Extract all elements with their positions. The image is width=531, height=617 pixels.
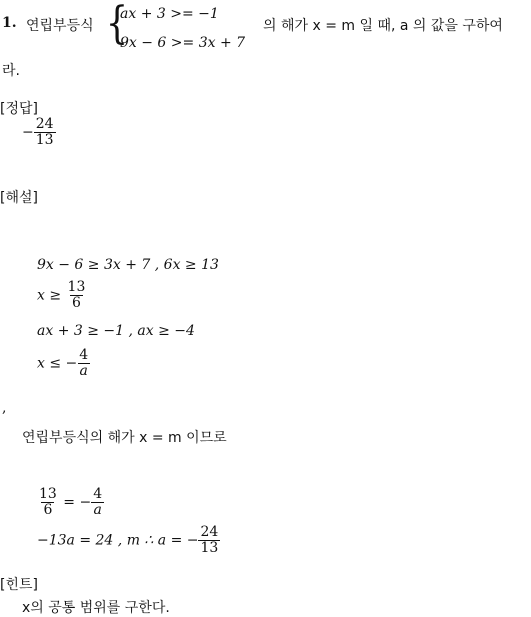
solution-line-5-fraction-left — [37, 487, 59, 518]
solution-line-3: ax + 3 ≥ −1 , ax ≥ −4 — [37, 323, 195, 339]
problem-prefix: 연립부등식 — [26, 18, 94, 34]
solution-line-2-fraction — [66, 280, 88, 311]
hint-label: [힌트] — [0, 577, 38, 593]
solution-line-5 — [37, 487, 104, 518]
answer-fraction — [34, 117, 56, 148]
solution-line-4-num: 4 — [79, 347, 89, 363]
solution-line-5-den-right: a — [93, 502, 102, 518]
solution-line-6-left: −13a = 24 , m ∴ a = − — [37, 532, 199, 549]
solution-line-5-num-right: 4 — [93, 486, 103, 502]
solution-line-6-num: 24 — [200, 524, 219, 540]
hint-text: x의 공통 범위를 구한다. — [22, 600, 170, 616]
problem-wrap: 라. — [2, 63, 20, 79]
system-brace: { — [105, 0, 129, 49]
equation-1: ax + 3 >= −1 — [120, 6, 219, 22]
solution-label: [해설] — [0, 190, 38, 206]
solution-line-6 — [37, 525, 220, 556]
solution-line-4-left: x ≤ − — [37, 355, 78, 372]
solution-text: 연립부등식의 해가 x = m 이므로 — [22, 430, 227, 446]
equation-2: 9x − 6 >= 3x + 7 — [120, 35, 246, 51]
solution-line-4 — [37, 348, 90, 379]
solution-line-5-num-left: 13 — [39, 486, 57, 502]
answer-value — [22, 117, 56, 148]
answer-sign: − — [22, 124, 34, 141]
solution-line-6-fraction — [198, 525, 220, 556]
solution-line-1: 9x − 6 ≥ 3x + 7 , 6x ≥ 13 — [37, 257, 219, 273]
solution-line-4-den: a — [79, 363, 88, 379]
solution-line-2-num: 13 — [67, 279, 86, 295]
answer-denominator: 13 — [35, 132, 54, 148]
solution-line-2-den: 6 — [71, 295, 81, 311]
problem-suffix: 의 해가 x = m 일 때, a 의 값을 구하여 — [263, 18, 503, 34]
solution-line-5-fraction-right — [91, 487, 104, 518]
solution-line-4-fraction — [77, 348, 90, 379]
solution-line-5-mid: = − — [58, 494, 92, 511]
solution-line-6-den: 13 — [200, 540, 219, 556]
answer-numerator: 24 — [35, 116, 54, 132]
problem-number: 1. — [2, 15, 17, 31]
solution-line-5-den-left: 6 — [43, 502, 53, 518]
solution-comma: , — [2, 400, 7, 416]
answer-label: [정답] — [0, 101, 38, 117]
solution-line-2 — [37, 280, 87, 311]
solution-line-2-left: x ≥ — [37, 287, 62, 304]
